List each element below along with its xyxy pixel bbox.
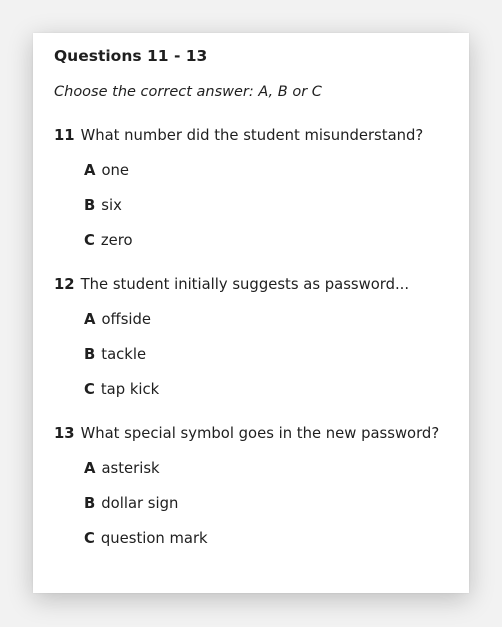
option-letter: B (84, 197, 96, 214)
question-text: What special symbol goes in the new password? (80, 425, 440, 442)
option-letter: A (84, 460, 96, 477)
answer-option-c[interactable] (84, 380, 455, 400)
option-letter: B (84, 495, 96, 512)
section-title: Questions 11 - 13 (54, 47, 208, 65)
option-text: offside (101, 311, 152, 328)
question-line (54, 275, 455, 295)
option-letter: C (84, 232, 95, 249)
option-text: asterisk (101, 460, 160, 477)
option-letter: C (84, 381, 95, 398)
answer-option-c[interactable] (84, 231, 455, 251)
question-number: 11 (54, 127, 75, 144)
question-line (54, 126, 455, 146)
answer-option-b[interactable] (84, 345, 455, 365)
question-13 (54, 424, 455, 549)
answer-options (54, 310, 455, 400)
question-number: 12 (54, 276, 75, 293)
option-letter: C (84, 530, 95, 547)
answer-option-a[interactable] (84, 459, 455, 479)
answer-option-c[interactable] (84, 529, 455, 549)
questions-content (54, 46, 455, 549)
questions-card (33, 33, 469, 593)
option-text: question mark (100, 530, 208, 547)
question-line (54, 424, 455, 444)
instruction-text: Choose the correct answer: A, B or C (54, 84, 322, 100)
option-text: six (101, 197, 122, 214)
option-letter: A (84, 162, 96, 179)
answer-options (54, 459, 455, 549)
option-letter: B (84, 346, 96, 363)
option-text: zero (100, 232, 133, 249)
question-12 (54, 275, 455, 400)
option-text: dollar sign (101, 495, 179, 512)
question-number: 13 (54, 425, 75, 442)
answer-option-b[interactable] (84, 196, 455, 216)
option-text: tap kick (100, 381, 160, 398)
answer-options (54, 161, 455, 251)
question-11 (54, 126, 455, 251)
option-letter: A (84, 311, 96, 328)
answer-option-a[interactable] (84, 310, 455, 330)
answer-option-a[interactable] (84, 161, 455, 181)
question-text: The student initially suggests as password... (80, 276, 410, 293)
answer-option-b[interactable] (84, 494, 455, 514)
question-text: What number did the student misunderstand? (80, 127, 424, 144)
option-text: tackle (101, 346, 147, 363)
option-text: one (101, 162, 129, 179)
